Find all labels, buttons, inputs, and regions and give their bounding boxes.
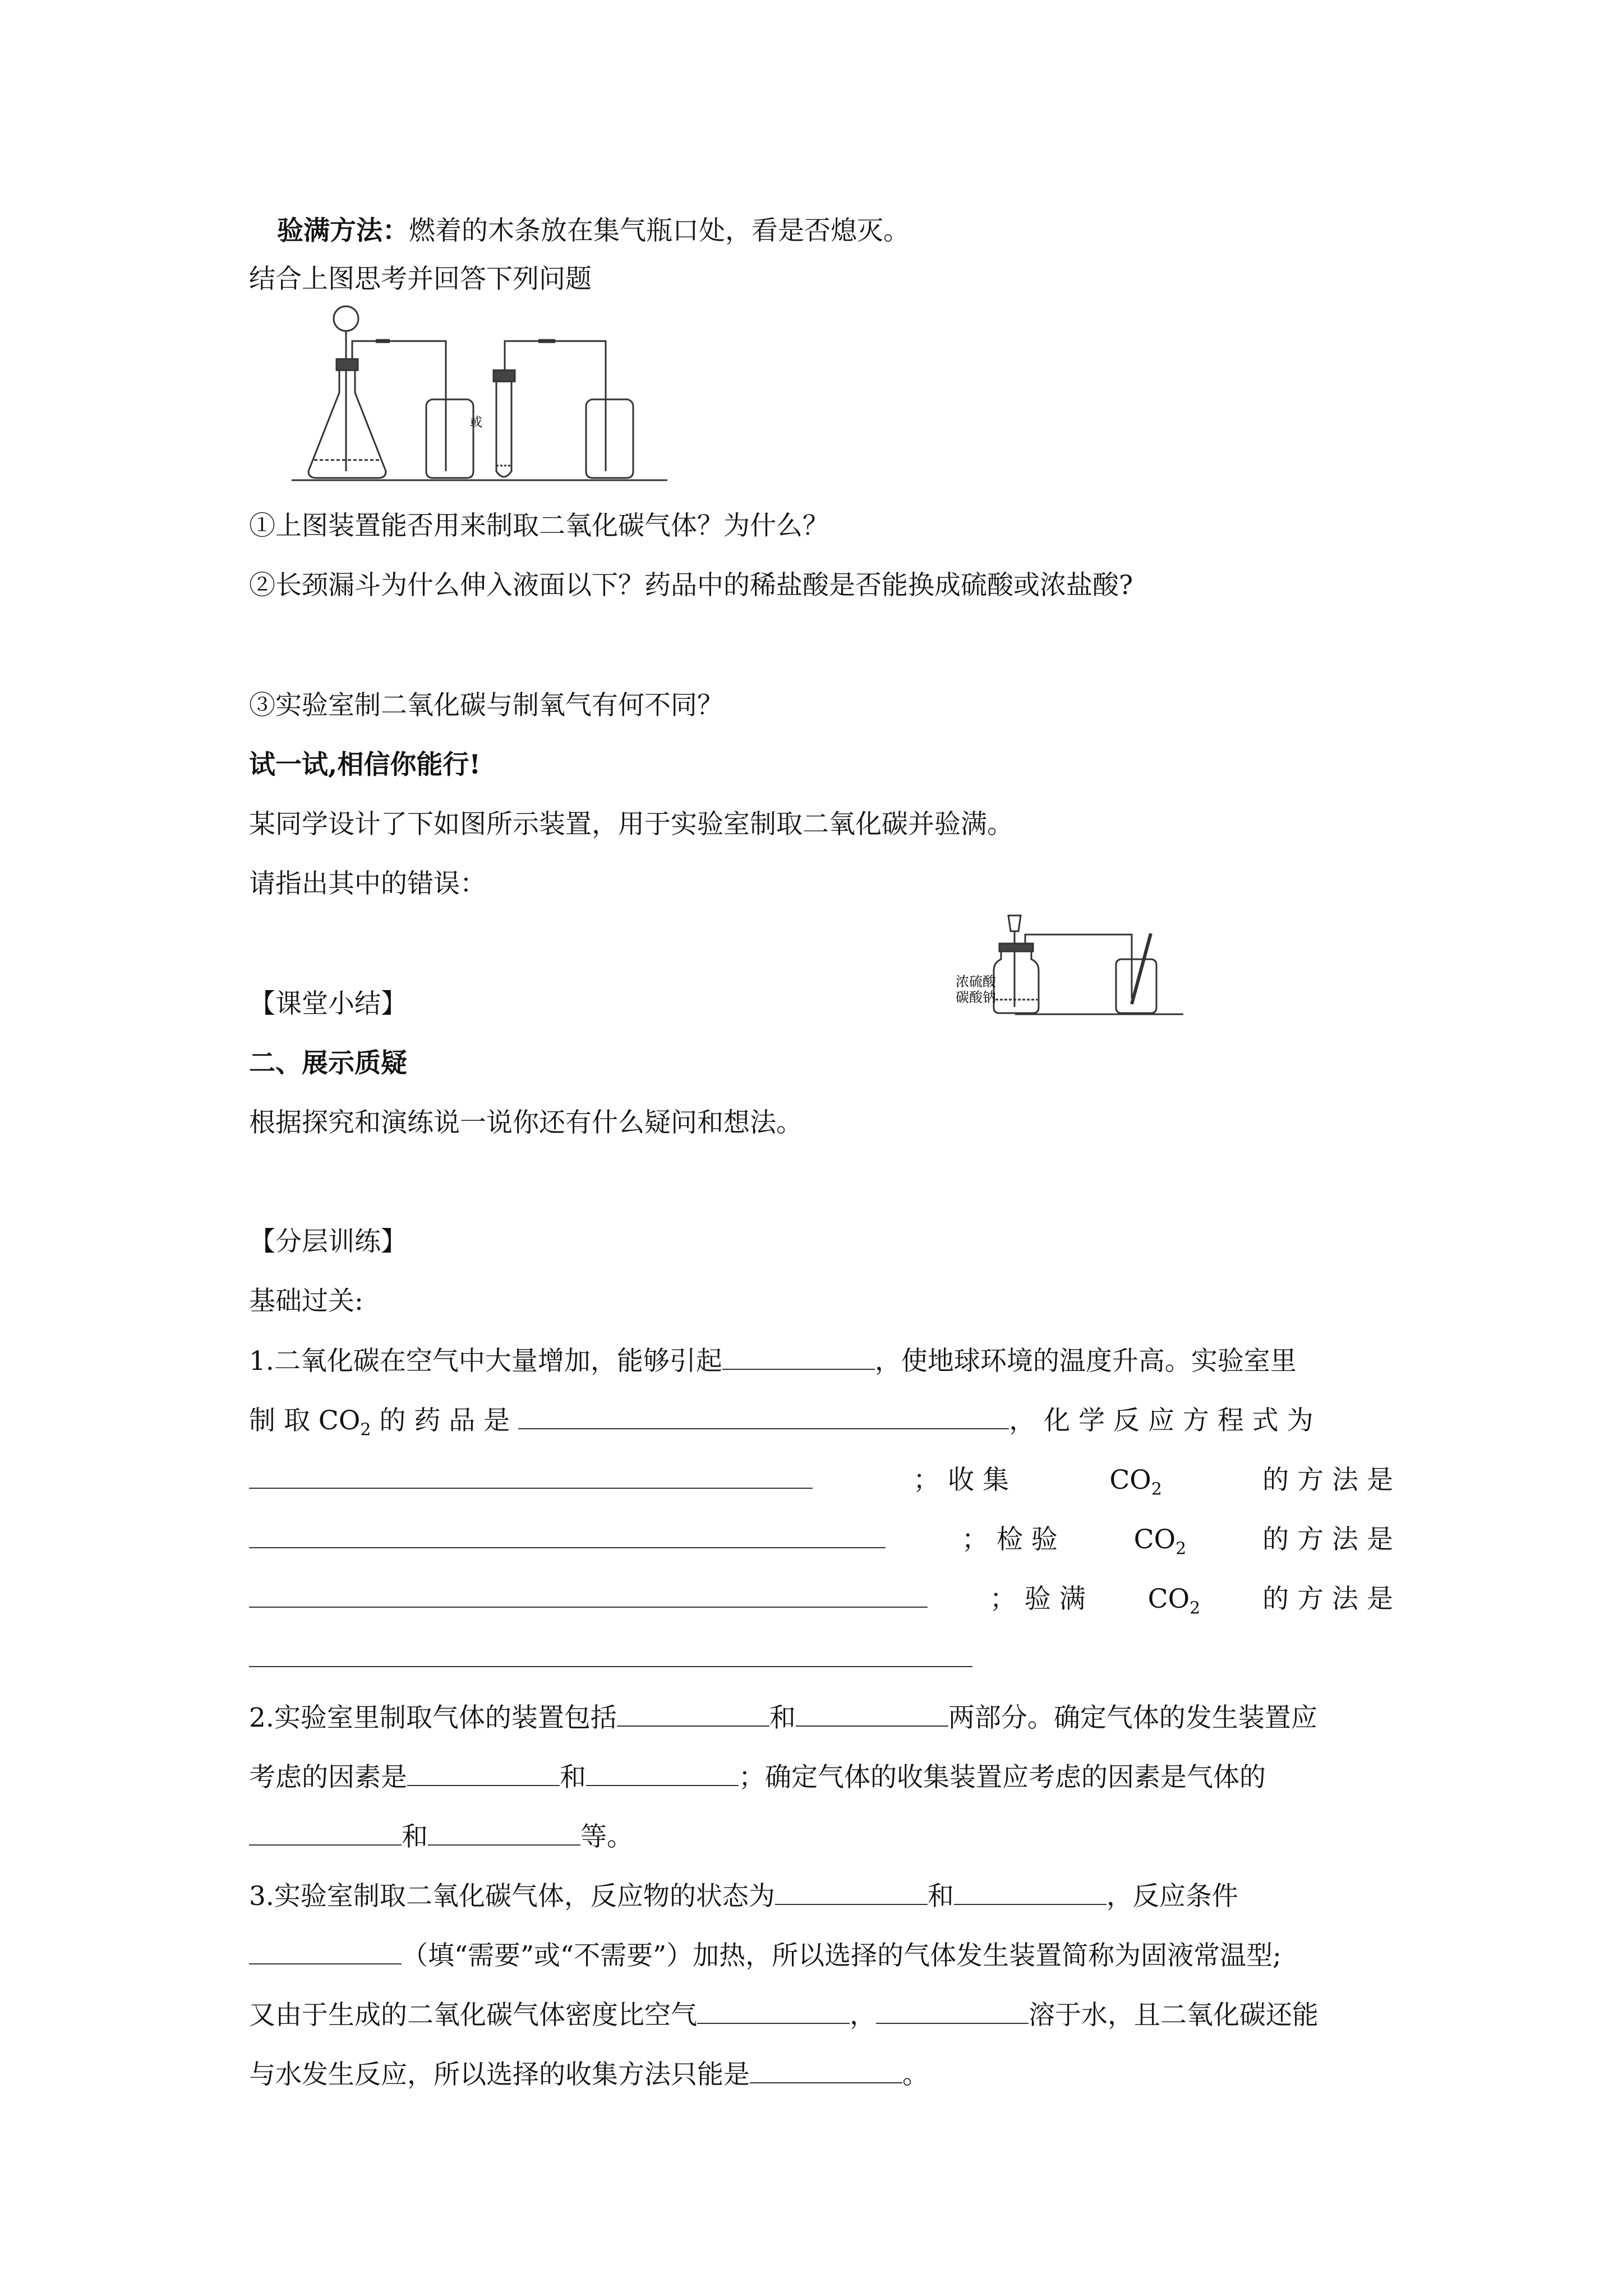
- blank[interactable]: [697, 1998, 850, 2024]
- check-full-label: 验满方法：: [277, 215, 409, 246]
- blank[interactable]: [249, 1582, 928, 1608]
- try-line-2: 请指出其中的错误：: [249, 868, 486, 899]
- blank[interactable]: [249, 1522, 886, 1548]
- training-q1-line-3: ； 收 集 $CO_2$ 的 方 法 是: [249, 1463, 1393, 1506]
- question-2: ②长颈漏斗为什么伸入液面以下？药品中的稀盐酸是否能换成硫酸或浓盐酸?: [249, 570, 1133, 601]
- check-full-text: 燃着的木条放在集气瓶口处，看是否熄灭。: [409, 215, 910, 246]
- training-title: 【分层训练】: [249, 1226, 407, 1257]
- try-line-1: 某同学设计了下如图所示装置，用于实验室制取二氧化碳并验满。: [249, 809, 1013, 840]
- training-q3-line-2: （填“需要”或“不需要”）加热，所以选择的气体发生装置简称为固液常温型;: [249, 1939, 1281, 1973]
- blank[interactable]: [586, 1760, 739, 1786]
- section-2-text: 根据探究和演练说一说你还有什么疑问和想法。: [249, 1107, 803, 1138]
- try-title: 试一试,相信你能行!: [249, 749, 481, 780]
- blank[interactable]: [428, 1820, 580, 1846]
- blank[interactable]: [775, 1879, 928, 1905]
- apparatus-figure-1: [292, 303, 673, 488]
- summary-title: 【课堂小结】: [249, 988, 407, 1019]
- gas-jar-2: [586, 399, 633, 478]
- label-sodium-carbonate: 碳酸钠: [956, 990, 996, 1005]
- flask: [994, 948, 1039, 1013]
- gas-jar-1: [426, 399, 473, 478]
- blank[interactable]: [722, 1344, 875, 1370]
- training-q1-line-2: 制 取 $CO_2$ 的 药 品 是 ， 化 学 反 应 方 程 式 为: [249, 1404, 1313, 1447]
- basic-label: 基础过关:: [249, 1286, 363, 1317]
- training-q1-line-1: 1.二氧化碳在空气中大量增加，能够引起 ，使地球环境的温度升高。实验室里: [249, 1344, 1297, 1378]
- training-q1-line-6: [249, 1641, 972, 1676]
- wood-splint: [1132, 933, 1151, 1004]
- blank[interactable]: [796, 1701, 948, 1727]
- conical-flask: [308, 365, 386, 478]
- question-1: ①上图装置能否用来制取二氧化碳气体？为什么？: [249, 510, 829, 541]
- training-q3-line-3: 又由于生成的二氧化碳气体密度比空气 ， 溶于水，且二氧化碳还能: [249, 1998, 1318, 2032]
- label-conc-sulfuric: 浓硫酸: [956, 974, 996, 990]
- training-q1-line-5: ； 验 满 $CO_2$ 的 方 法 是: [249, 1582, 1393, 1625]
- blank[interactable]: [518, 1404, 1009, 1429]
- test-tube: [496, 376, 511, 477]
- blank[interactable]: [876, 1998, 1029, 2024]
- section-2-title: 二、展示质疑: [249, 1048, 407, 1079]
- blank[interactable]: [407, 1760, 560, 1786]
- think-prompt: 结合上图思考并回答下列问题: [249, 264, 592, 295]
- funnel-bulb: [334, 306, 358, 331]
- check-full-line: [277, 214, 910, 248]
- blank[interactable]: [249, 1820, 402, 1846]
- training-q2-line-2: 考虑的因素是 和 ；确定气体的收集装置应考虑的因素是气体的: [249, 1760, 1266, 1795]
- blank[interactable]: [249, 1463, 813, 1489]
- question-3: ③实验室制二氧化碳与制氧气有何不同？: [249, 690, 723, 721]
- blank[interactable]: [954, 1879, 1106, 1905]
- training-q1-line-4: ； 检 验 $CO_2$ 的 方 法 是: [249, 1522, 1393, 1566]
- blank[interactable]: [617, 1701, 769, 1727]
- training-q3-line-1: 3.实验室制取二氧化碳气体，反应物的状态为 和 ，反应条件: [249, 1879, 1238, 1913]
- blank[interactable]: [249, 1641, 972, 1667]
- blank[interactable]: [750, 2058, 902, 2083]
- training-q2-line-1: 2.实验室里制取气体的装置包括 和 两部分。确定气体的发生装置应: [249, 1701, 1317, 1735]
- blank[interactable]: [249, 1939, 402, 1964]
- training-q3-line-4: 与水发生反应，所以选择的收集方法只能是 。: [249, 2058, 929, 2092]
- or-label: 或: [470, 416, 483, 430]
- training-q2-line-3: 和 等。: [249, 1820, 633, 1854]
- apparatus-figure-2: [953, 909, 1189, 1021]
